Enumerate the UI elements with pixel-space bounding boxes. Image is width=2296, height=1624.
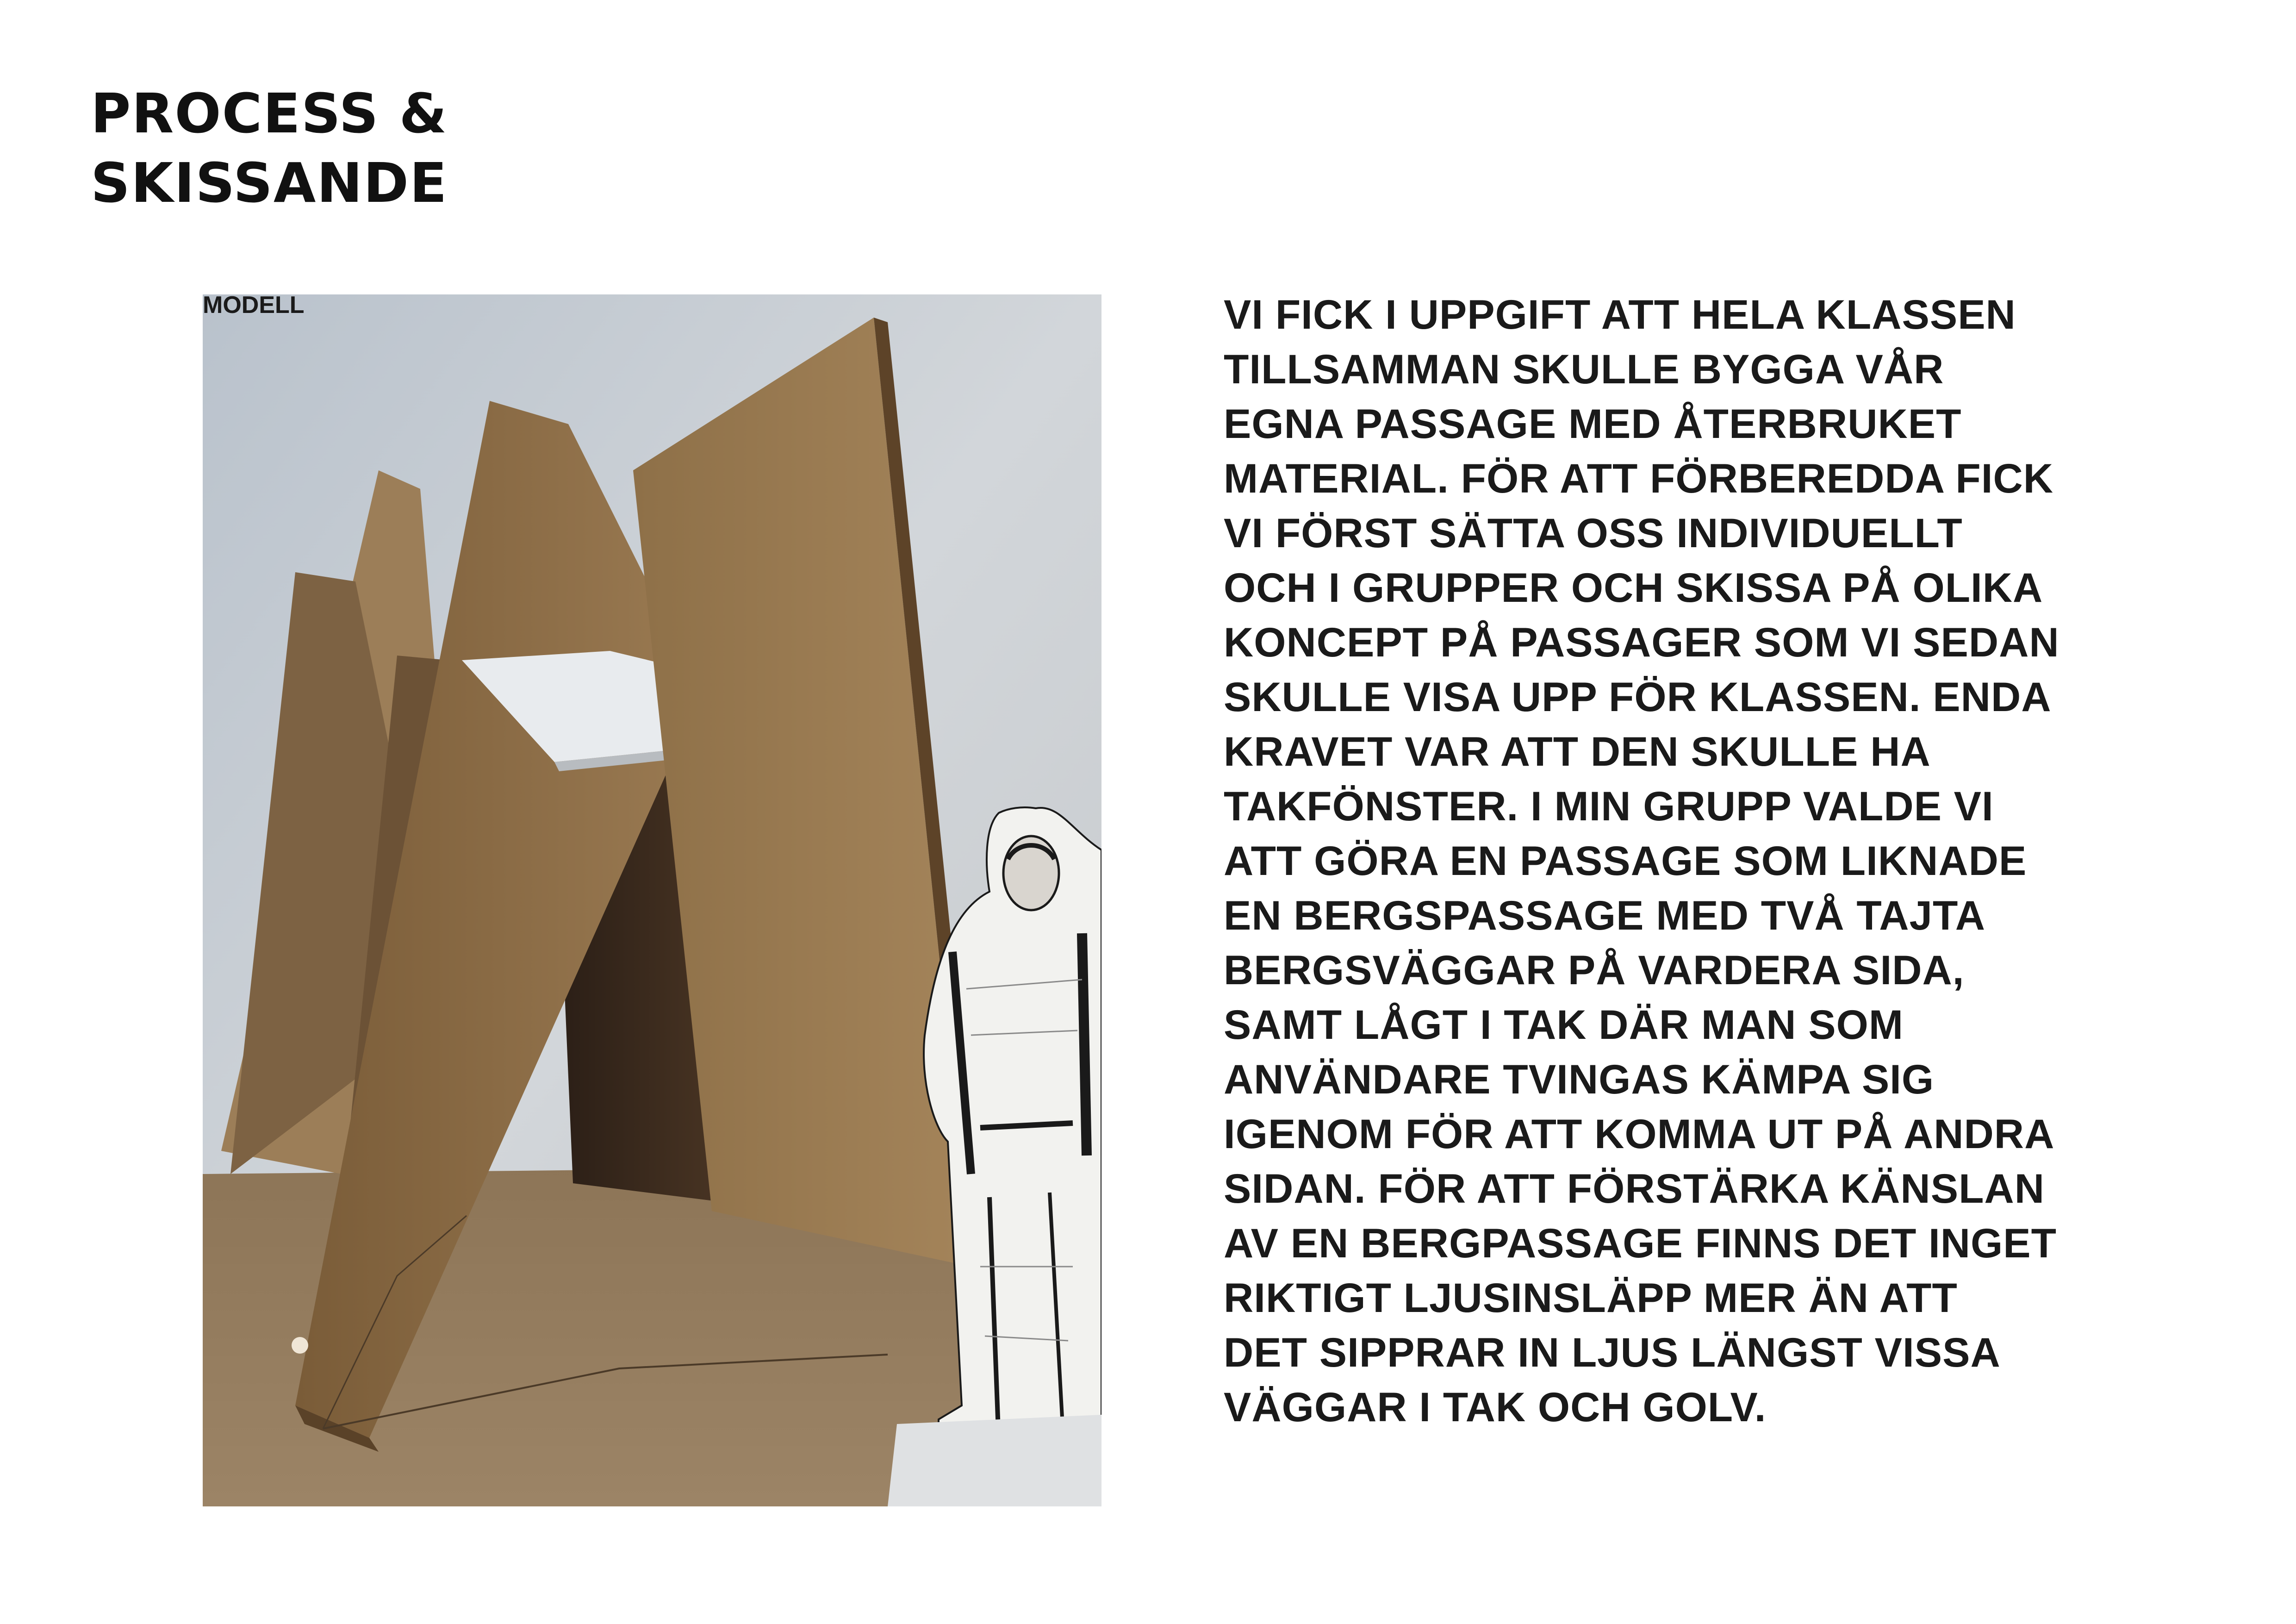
body-text-line: ANVÄNDARE TVINGAS KÄMPA SIG	[1224, 1056, 1935, 1102]
body-text-line: DET SIPPRAR IN LJUS LÄNGST VISSA	[1224, 1329, 2001, 1375]
body-text-line: SKULLE VISA UPP FÖR KLASSEN. ENDA	[1224, 674, 2052, 720]
body-text-line: SIDAN. FÖR ATT FÖRSTÄRKA KÄNSLAN	[1224, 1165, 2045, 1212]
body-text-line: IGENOM FÖR ATT KOMMA UT PÅ ANDRA	[1224, 1111, 2055, 1157]
page-title-line-2: SKISSANDE	[91, 151, 448, 215]
body-text-line: VÄGGAR I TAK OCH GOLV.	[1224, 1384, 1767, 1430]
page-title-line-1: PROCESS &	[91, 81, 448, 145]
body-text-line: AV EN BERGPASSAGE FINNS DET INGET	[1224, 1220, 2057, 1266]
body-text-line: RIKTIGT LJUSINSLÄPP MER ÄN ATT	[1224, 1274, 1958, 1321]
page-title	[91, 79, 448, 218]
body-text-line: VI FÖRST SÄTTA OSS INDIVIDUELLT	[1224, 510, 1963, 556]
body-text-line: VI FICK I UPPGIFT ATT HELA KLASSEN	[1224, 291, 2016, 337]
body-text-line: BERGSVÄGGAR PÅ VARDERA SIDA,	[1224, 947, 1965, 993]
body-text-line: TILLSAMMAN SKULLE BYGGA VÅR	[1224, 346, 1944, 392]
cardboard-model-photo-icon	[203, 294, 1101, 1506]
body-text-line: OCH I GRUPPER OCH SKISSA PÅ OLIKA	[1224, 564, 2043, 611]
body-text-line: SAMT LÅGT I TAK DÄR MAN SOM	[1224, 1001, 1904, 1048]
body-text-line: TAKFÖNSTER. I MIN GRUPP VALDE VI	[1224, 783, 1994, 829]
body-text-line: EGNA PASSAGE MED ÅTERBRUKET	[1224, 400, 1962, 447]
body-text-line: ATT GÖRA EN PASSAGE SOM LIKNADE	[1224, 837, 2027, 884]
model-photo	[203, 294, 1101, 1506]
body-text-line: MATERIAL. FÖR ATT FÖRBEREDDA FICK	[1224, 455, 2054, 501]
body-text-line: KRAVET VAR ATT DEN SKULLE HA	[1224, 728, 1931, 775]
body-text-line: EN BERGSPASSAGE MED TVÅ TAJTA	[1224, 892, 1985, 938]
body-text	[1224, 287, 2168, 1434]
body-text-line: KONCEPT PÅ PASSAGER SOM VI SEDAN	[1224, 619, 2060, 665]
photo-caption: MODELL	[203, 292, 305, 319]
